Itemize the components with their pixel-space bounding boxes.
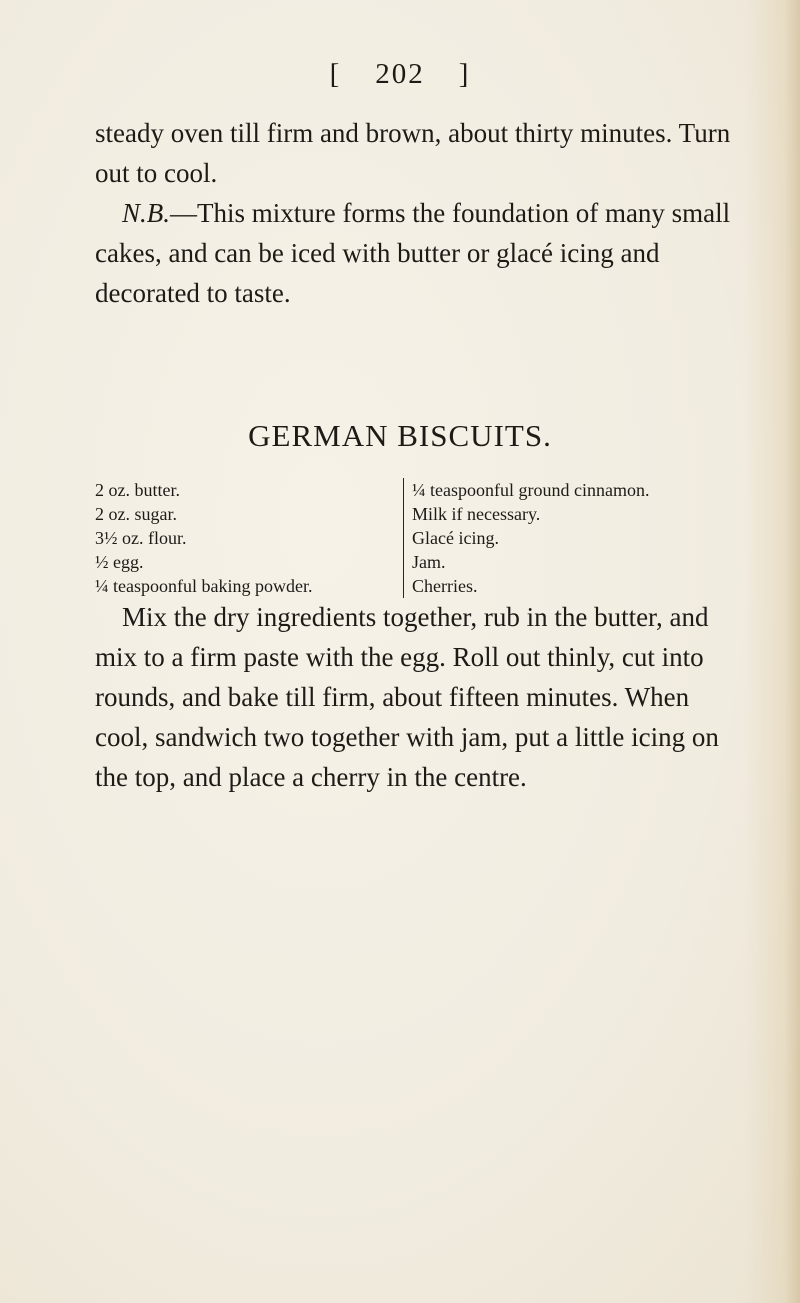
ingredient-item: Cherries. (412, 576, 478, 596)
note-label: N.B. (122, 198, 171, 228)
ingredients-left-column (95, 478, 395, 598)
open-bracket: [ (329, 58, 342, 90)
ingredient-item: ¼ teaspoonful baking powder. (95, 576, 313, 596)
page-number: 202 (375, 58, 425, 90)
page-number-header (0, 58, 800, 91)
ingredient-item: Jam. (412, 552, 446, 572)
ingredient-item: Glacé icing. (412, 528, 499, 548)
ingredients-right-column (403, 478, 762, 598)
continued-paragraph: steady oven till firm and brown, about thirty minutes. Turn out to cool. (95, 118, 731, 188)
ingredient-item: 2 oz. butter. (95, 480, 180, 500)
note-text: —This mixture forms the foundation of many small cakes, and can be iced with butter or glacé icing and decorated to taste. (95, 198, 731, 308)
ingredient-item: 3½ oz. flour. (95, 528, 187, 548)
close-bracket: ] (458, 58, 471, 90)
recipe-title: GERMAN BISCUITS. (248, 418, 552, 453)
ingredient-item: ¼ teaspoonful ground cinnamon. (412, 480, 650, 500)
ingredient-item: Milk if necessary. (412, 504, 541, 524)
ingredient-item: 2 oz. sugar. (95, 504, 177, 524)
ingredient-item: ½ egg. (95, 552, 144, 572)
method-paragraph: Mix the dry ingredients together, rub in the butter, and mix to a firm paste with the egg. Roll out thinly, cut into rounds, and bake till firm, about fifteen minutes. When cool, sandwich two together with jam, put a little icing on the top, and place a cherry in the centre. (95, 602, 719, 792)
note-paragraph (95, 193, 735, 313)
